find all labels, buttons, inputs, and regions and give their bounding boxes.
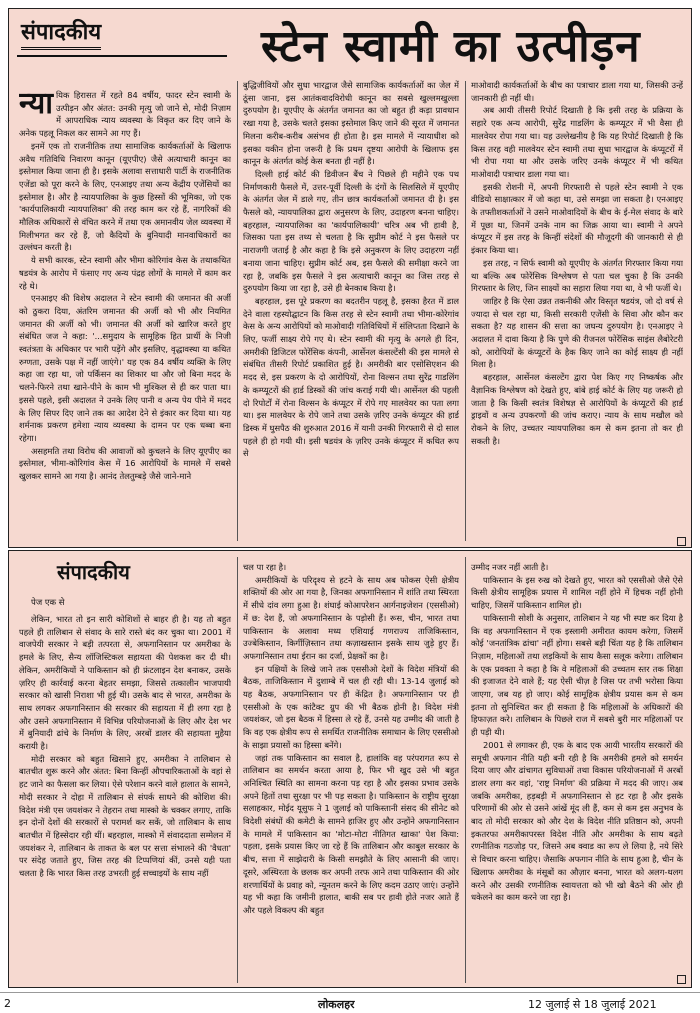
- end-mark: [677, 975, 686, 984]
- article-paragraph: असहमति तथा विरोध की आवाजों को कुचलने के लिए यूएपीए का इस्तेमाल, भीमा-कोरिगांव केस में 16 आरोपियों के मामले में सबसे खुलकर सामने आ गया है। आनंद तेलतुम्बड़े जैसे जाने-माने: [19, 445, 231, 482]
- section-label: संपादकीय: [57, 560, 130, 584]
- article-paragraph: न्या यिक हिरासत में रहते 84 वर्षीय, फादर स्टेन स्वामी के उत्पीड़न और अंतत: उनकी मृत्यु जो जाने से, मोदी निज़ाम में आपराधिक न्याय व्यवस्था के विकृत कर दिए जाने के अनेक पहलू निकल कर सामने आ गए हैं।: [19, 89, 231, 139]
- article-paragraph: जाहिर है कि ऐसा उन्नत तकनीकी और विस्तृत षडयंत्र, जो दो वर्ष से ज्यादा से चल रहा था, किसी सरकारी एजेंसी के सिवा और कौन कर सकता है? यह शासन की सत्ता का जघन्य दुरुपयोग है। एनआइए ने अदालत में दावा किया है कि पुणे की रीजनल फोरेंसिक साइंस लैबोरेटरी को, आरोपियों के कंप्यूटरों के हैक किए जाने का कोई साक्ष्य ही नहीं मिला है।: [471, 295, 683, 370]
- article-paragraph: बहरहाल, इस पूरे प्रकरण का बदतरीन पहलू है, इसका हैरत में डाल देने वाला रहस्योद्घाटन कि किस तरह से स्टेन स्वामी तथा भीमा-कोरेगांव केस के अन्य आरोपियों को माओवादी गतिविधियों में संलिप्तता दिखाने के लिए, फर्जी साक्ष्य रोपे गए थे। स्टेन स्वामी की मृत्यु के अगले ही दिन, अमरीकी डिजिटल फोरेंसिक कंपनी, आर्सेनल कंसल्टेंसी की इस मामले से संबंधित तीसरी रिपोर्ट प्रकाशित हुई है। अमरीकी बार एसोसिएशन की मदद से, इस प्रकरण के दो आरोपियों, रोना विल्सन तथा सुरेंद्र गाडलिंग के कम्प्यूटरों की हार्ड डिस्कों की जांच कराई गयी थी। आर्सेनल की पहली दो रिपोर्टों में रोना विल्सन के कंप्यूटर में रोपे गए मालवेयर का पता लगा था। इस मालवेयर के रोपे जाने तथा उसके ज़रिए उनके कंप्यूटर की हार्ड डिस्क में घुसपैठ की शुरुआत 2016 में यानी उनकी गिरफ्तारी से दो साल पहले ही हो गयी थी। इसी षडयंत्र के ज़रिए उनके कंप्यूटर में कथित रूप से: [243, 295, 459, 459]
- issue-date: 12 जुलाई से 18 जुलाई 2021: [528, 998, 657, 1011]
- label-underline: [17, 55, 227, 57]
- article-paragraph: माओवादी कार्यकर्ताओं के बीच का पत्राचार डाला गया था, जिसकी उन्हें जानकारी ही नहीं थी।: [471, 80, 683, 103]
- article-paragraph: दिल्ली हाई कोर्ट की डिवीजन बैंच ने पिछले ही महीने एक पथ निर्माणकारी फैसले में, उत्तर-पूर्वी दिल्ली के दंगों के सिलसिले में यूएपीए के अंतर्गत जेल में डाले गए, तीन छात्र कार्यकर्ताओं जमानत दी है। इस फैसले को, न्यायपालिका द्वारा अनुसरण के लिए, उदाहरण बनना चाहिए। बहरहाल, न्यायपालिका का 'कार्यपालिकायी' चरित्र अब भी हावी है, जिसका पता इस तथ्य से चलता है कि सुप्रीम कोर्ट ने इस फैसले पर नाराजगी जताई है और कहा है कि इसे अनुकरण के लिए उदाहरण नहीं बनाया जाना चाहिए। सुप्रीम कोर्ट अब, इस फैसले की समीक्षा करने जा रहा है, जबकि इस फैसले ने इस अत्याचारी कानून का जिस तरह से दुरुपयोग किया जा रहा है, उसे ही बेनकाब किया है।: [243, 168, 459, 294]
- article-column-3: [471, 79, 683, 527]
- section-label: संपादकीय: [21, 21, 101, 50]
- article-paragraph: इन पक्षियों के लिखे जाने तक एससीओ देशों के विदेश मंत्रियों की बैठक, ताजिकिस्तान में दुशाम्बे में चल ही रही थी। 13-14 जुलाई को यह बैठक, अफगानिस्तान पर ही केंद्रित है। अफगानिस्तान पर ही एससीओ के एक कांटैक्ट ग्रुप की भी बैठक होनी है। विदेश मंत्री जयशंकर, जो इस बैठक में हिस्सा ले रहे हैं, उनसे यह उम्मीद की जाती है कि वह एक क्षेत्रीय रूप से समर्थित राजनीतिक समाधान के लिए एससीओ के साझा प्रयासों का हिस्सा बनेंगे।: [243, 663, 459, 750]
- article-paragraph: जहां तक पाकिस्तान का सवाल है, हालांकि वह परंपरागत रूप से तालिबान का समर्थन करता आया है, फिर भी खुद उसे भी बहुत अनिश्चित स्थिति का सामना करना पड़ रहा है और इसका प्रभाव उसके अपने हितों तथा सुरक्षा पर भी पड़ सकता है। पाकिस्तान के राष्ट्रीय सुरक्षा सलाहकार, मोईद यूसुफ ने 1 जुलाई को पाकिस्तानी संसद की सीनेट को विदेशी संबंधों की कमेटी के सामने हाजिर हुए और उन्होंने अफगानिस्तान के मामले में पाकिस्तान का 'मोटा-मोटा नीतिगत खाका' पेश किया: पहला, इसके प्रयास किए जा रहे हैं कि तालिबान और काबुल सरकार के बीच, सत्ता में साझेदारी के किसी समझौते के लिए आसानी की जाए। दूसरे, अस्थिरता के छलक कर अपनी तरफ आने तथा पाकिस्तान की ओर शरणार्थियों के प्रवाह को, न्यूनतम करने के लिए कदम उठाए जाएं। उन्होंने यह भी कहा कि जमीनी हालात, बाकी सब पर हावी होते नजर आते हैं और पहले विकल्प की बहुत: [243, 752, 459, 915]
- article-column-1: [19, 89, 231, 537]
- column-divider: [237, 81, 238, 541]
- article-column-2: [243, 561, 459, 985]
- article-paragraph: एनआइए की विशेष अदालत ने स्टेन स्वामी की जमानत की अर्जी को ठुकरा दिया, अंतरिम जमानत की अर्जी को भी और नियमित जमानत की अर्जी को भी। जमानत की अर्जी को खारिज करते हुए संबंधित जज ने कहा: '...समुदाय के सामूहिक हित प्रार्थी के निजी स्वतंत्रता के अधिकार पर भारी पड़ेंगे और इसलिए, वृद्धावस्था या कथित रुग्णता, उसके पक्ष में नहीं जाएंगे।' यह एक 84 वर्षीय व्यक्ति के लिए कहा जा रहा था, जो पर्किंसन का शिकार था और जो बिना मदद के चलने-फिरने तथा खाने-पीने के काम भी मुश्किल से ही कर पाता था। इससे पहले, इसी अदालत ने उनके लिए पानी व अन्य पेय पीने में मदद के लिए सिपर दिए जाने तक का आदेश देने से इंकार कर दिया था। यह शर्मनाक प्रकरण हमेशा न्याय व्यवस्था के दामन पर एक धब्बा बना रहेगा।: [19, 293, 231, 443]
- page-sheet: [8, 8, 692, 988]
- page-headline: स्टेन स्वामी का उत्पीड़न: [261, 21, 641, 72]
- article-paragraph: मोदी सरकार को बहुत खिसाने हुए, अमरीका ने तालिबान से बातचीत शुरू करने और अंतत: बिना किन्हीं औपचारिकताओं के वहां से हट जाने का फैसला कर लिया। ऐसे परेशान करने वाले हालात के सामने, मोदी सरकार ने दोहा में तालिबान से संपर्क साधने की कोशिश की। विदेश मंत्री एस जयशंकर ने तेहरान तथा मास्को के चक्कर लगाए, ताकि इन दोनों देशों की सरकारों से परामर्श कर सकें, जो तालिबान के साथ बातचीत में हिस्सेदार रही थीं। बहरहाल, मास्को में संवाददाता सम्मेलन में जयशंकर ने, तालिबान के ताकत के बल पर सत्ता संभालने की 'वैधता' पर संदेह जताते हुए, जिस तरह की टिप्पणियां कीं, उनसे यही पता चलता है कि भारत किस तरह उभरती हुई सच्चाइयों के साथ नहीं: [19, 753, 231, 879]
- article-column-3: [471, 561, 683, 973]
- article-paragraph: ये सभी कारक, स्टेन स्वामी और भीमा कोरिगांव केस के तथाकथित षडयंत्र के आरोप में फंसाए गए अन्य पंद्रह लोगों के मामले में काम कर रहे थे।: [19, 255, 231, 291]
- page-footer: [0, 992, 700, 1013]
- publication-name: लोकलहर: [318, 998, 355, 1011]
- article-paragraph: पाकिस्तानी सोशी के अनुसार, तालिबान ने यह भी स्पष्ट कर दिया है कि वह अफगानिस्तान में एक इस्लामी अमीरात कायम करेगा, जिसमें कोई 'जनतांत्रिक ढांचा' नहीं होगा। सबसे बड़ी चिंता यह है कि तालिबान निज़ाम, महिलाओं तथा लड़कियों के साथ कैसा सलूक करेगा। तालिबान के एक प्रवक्ता ने कहा है कि वे महिलाओं की उच्चतम स्तर तक शिक्षा की इजाजत देने वाले हैं; यह ऐसी चीज़ है जिस पर तभी भरोसा किया जाएगा, जब यह हो जाए। कोई सामूहिक क्षेत्रीय प्रयास कम से कम इतना तो सुनिश्चित कर ही सकता है कि महिलाओं के अधिकारों की हिफाज़त करे। तालिबान के पिछले राज में सबसे बुरी मार महिलाओं पर ही पड़ी थी।: [471, 612, 683, 738]
- article-paragraph: बुद्धिजीवियों और सुधा भारद्वाज जैसे सामाजिक कार्यकर्ताओं का जेल में ठूंसा जाना, इस आतंकवादविरोधी कानून का सबसे खुल्लमखुल्ला दुरुपयोग है। यूएपीए के अंतर्गत जमानत का जो बहुत ही कड़ा प्रावधान रखा गया है, उसके चलते इसका इस्तेमाल किए जाने की सूरत में जमानत मिलना करीब-करीब असंभव ही होता है। इस मामले में न्यायाधीश को इसका यकीन होना जरूरी है कि प्रथम दृष्टया आरोपी के खिलाफ इस कानून के अंतर्गत कोई केस बनता ही नहीं है।: [243, 80, 459, 167]
- article-paragraph: बहरहाल, आर्सेनल कंसल्टेंग द्वारा पेश किए गए निष्कर्षक और वैज्ञानिक विश्लेषण को देखते हुए, बांबे हाई कोर्ट के लिए यह जरूरी हो जाता है कि किसी स्वतंत्र विशेषज्ञ से आरोपियों के कंप्यूटरों की हार्ड ड्राइवों व अन्य उपकरणों की जांच कराए। न्याय के साथ मखौल को रोकने के लिए, उच्चतर न्यायपालिका कम से कम इतना तो कर ही सकती है।: [471, 372, 683, 446]
- page-number: 2: [4, 997, 11, 1010]
- column-divider: [465, 81, 466, 541]
- article-column-1: [19, 613, 231, 985]
- article-paragraph: उम्मीद नजर नहीं आती है।: [471, 562, 549, 572]
- article-paragraph: अमरीकियों के परिदृश्य से हटने के साथ अब फोकस ऐसी क्षेत्रीय शक्तियों की ओर आ गया है, जिनका अफगानिस्तान में शांति तथा स्थिरता में सीधे दांव लगा हुआ है। शंघाई कोआपरेशन आर्गनाइजेशन (एससीओ) में छ: देश हैं, जो अफगानिस्तान के पड़ोसी हैं। रूस, चीन, भारत तथा पाकिस्तान के अलावा मध्य एशियाई गणराज्य ताजिकिस्तान, उज्बेकिस्तान, किर्गीज़िस्तान तथा कज़ाखस्तान इसके साथ जुड़े हुए हैं। अफगानिस्तान तथा ईरान का दर्जा, प्रेक्षकों का है।: [243, 574, 459, 661]
- article-paragraph: लेकिन, भारत तो इन सारी कोशिशों से बाहर ही है। यह तो बहुत पहले ही तालिबान से संवाद के सारे रास्ते बंद कर चुका था। 2001 में वाजपेयी सरकार ने बड़ी तत्परता से, अफगानिस्तान पर अमरीका के हमले के लिए, सैन्य लॉजिस्टिकल सहायता की पेशकश कर दी थी। लेकिन, अमरीकियों ने पाकिस्तान को ही फ्रंटलाइन देश बनाकर, उसके ज़रिए ही कार्रवाई करना बेहतर समझा, जिससे तत्कालीन भाजपायी सरकार को खासी निराशा भी हुई थी। उसके बाद से भारत, अमरीका के साथ लगकर अफगानिस्तान की सरकार की सहायता में ही लगा रहा है और उसने अफगानिस्तान में विभिन्न परियोजनाओं के लिए और देश भर में बुनियादी ढांचे के निर्माण के लिए, अरबों डालर की सहायता मुहैया करायी है।: [19, 614, 231, 752]
- editorial-section-2: [8, 550, 692, 988]
- article-paragraph: इसकी रोशनी में, अपनी गिरफ्तारी से पहले स्टेन स्वामी ने एक वीडियो साक्षात्कार में जो कहा था, उसे समझा जा सकता है। एनआइए के तफ्तीशकर्ताओं ने उसने माओवादियों के बीच के ई-मेल संवाद के बारे में पूछा था, जिनमें उनके नाम का जिक्र आया था। स्वामी ने अपने कंप्यूटर में इस तरह के किन्हीं संदेशों की मौजूदगी की जानकारी से ही इंकार किया था।: [471, 181, 683, 256]
- column-divider: [237, 557, 238, 983]
- article-paragraph: पाकिस्तान के इस रुख को देखते हुए, भारत को एससीओ जैसे ऐसे किसी क्षेत्रीय सामूहिक प्रयास में शामिल नहीं होने में हिचक नहीं होनी चाहिए, जिसमें पाकिस्तान शामिल हो।: [471, 574, 683, 611]
- column-divider: [465, 557, 466, 983]
- continued-from-label: पेज एक से: [31, 598, 65, 608]
- end-mark: [677, 537, 686, 546]
- article-paragraph: चल पा रहा है।: [243, 562, 287, 572]
- article-paragraph: अब आयी तीसरी रिपोर्ट दिखाती है कि इसी तरह के प्रक्रिया के सहारे एक अन्य आरोपी, सुरेंद्र गाडलिंग के कम्प्यूटर में भी वैसा ही मालवेयर रोपा गया था। यह उल्लेखनीय है कि यह रिपोर्ट दिखाती है कि किस तरह वही मालवेयर स्टेन स्वामी तथा सुधा भारद्वाज के कंप्यूटरों में भी रोपा गया था और उसके जरिए उनके कंप्यूटर में भी कथित माओवादी पत्राचार डाला गया था।: [471, 105, 683, 179]
- article-paragraph: इनमें एक तो राजनीतिक तथा सामाजिक कार्यकर्ताओं के खिलाफ अवैध गतिविधि निवारण कानून (यूएपीए) जैसे अत्याचारी कानून का इस्तेमाल किया जाना ही है। इसके अलावा सत्ताधारी पार्टी के राजनीतिक एजेंडा को पूरा करने के लिए, एनआइए तथा अन्य केंद्रीय एजेंसियों का इस्तेमाल है। और है न्यायपालिका के कुछ हिस्सों की भूमिका, जो एक 'कार्यपालिकायी न्यायपालिका' की तरह काम कर रहे हैं, नागरिकों की मौलिक अधिकारों से वंचित करने में तथा एक अमानवीय जेल व्यवस्था में मिलीभगत कर रहे हैं, जो कैदियों के बुनियादी मानवाधिकारों का उल्लंघन करती है।: [19, 140, 231, 253]
- drop-cap: न्या: [19, 89, 54, 121]
- article-paragraph: इस तरह, न सिर्फ स्वामी को यूएपीए के अंतर्गत गिरफ्तार किया गया था बल्कि अब फोरेंसिक विश्लेषण से पता चल चुका है कि उनकी गिरफ्तार के लिए, जिन साक्ष्यों का सहारा लिया गया था, वे भी फर्जी थे।: [471, 257, 683, 294]
- article-paragraph: 2001 से लगाकर ही, एक के बाद एक आयी भारतीय सरकारों की समूची अफगान नीति यही बनी रही है कि अमरीकी हमले को समर्थन दिया जाए और ढांचागत सुविधाओं तथा विकास परियोजनाओं में अरबों डालर लगा कर वहां, 'राष्ट्र निर्माण' की प्रक्रिया में मदद की जाए। अब जबकि अमरीका, हड़बड़ी में अफगानिस्तान से हट रहा है और इसके परिणामों की ओर से उसने आंखें मूंद ली हैं, कम से कम इस अनुभव के बाद तो मोदी सरकार को और देश के विदेश नीति प्रतिष्ठान को, अपनी इकतरफा अमरीकापरस्त विदेश नीति और अमरीका के साथ बढ़ते रणनीतिक गठजोड़ पर, जिसने अब क्वाड का रूप ले लिया है, नये सिरे से विचार करना चाहिए। जैसाकि अफगान नीति के साथ हुआ है, चीन के खिलाफ अमरीका के मंसूबों का औज़ार बनना, भारत को अलग-थलग करने और उसकी रणनीतिक स्वायत्तता को भी खो बैठने की ओर ही धकेलने का काम करने जा रहा है।: [471, 739, 683, 903]
- editorial-section-1: [8, 8, 692, 548]
- article-column-2: [243, 79, 459, 539]
